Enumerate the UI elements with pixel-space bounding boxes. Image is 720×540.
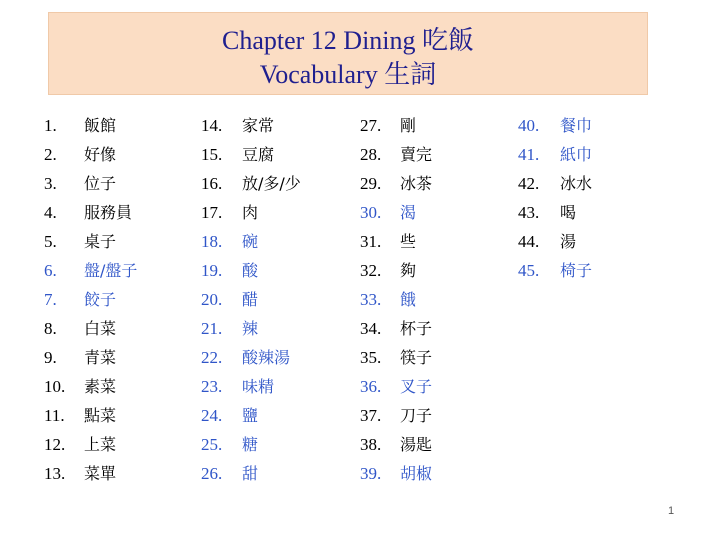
- vocab-number: 21.: [201, 319, 223, 338]
- vocab-number: 31.: [360, 232, 382, 251]
- vocab-term: 飯館: [84, 116, 117, 135]
- vocab-number: 45.: [518, 261, 540, 280]
- vocab-term: 肉: [242, 203, 259, 222]
- vocab-term: 喝: [560, 203, 577, 222]
- vocab-number: 37.: [360, 406, 382, 425]
- vocab-term: 冰水: [560, 174, 593, 193]
- vocab-term: 餐巾: [560, 116, 593, 135]
- vocab-term: 家常: [242, 116, 275, 135]
- vocab-number: 18.: [201, 232, 223, 251]
- vocab-term: 冰茶: [400, 174, 433, 193]
- vocab-number: 41.: [518, 145, 540, 164]
- vocab-number: 20.: [201, 290, 223, 309]
- vocab-number: 6.: [44, 261, 57, 280]
- vocab-term: 些: [400, 232, 417, 251]
- vocab-number: 10.: [44, 377, 66, 396]
- vocab-number: 13.: [44, 464, 66, 483]
- vocab-number: 1.: [44, 116, 57, 135]
- vocab-term: 醋: [242, 290, 259, 309]
- vocab-term: 剛: [400, 116, 417, 135]
- vocab-term: 盤/盤子: [84, 261, 138, 280]
- vocab-term: 上菜: [84, 435, 117, 454]
- vocab-term: 湯: [560, 232, 577, 251]
- vocab-number: 28.: [360, 145, 382, 164]
- vocab-term: 刀子: [400, 406, 433, 425]
- vocab-term: 酸: [242, 261, 259, 280]
- vocab-number: 7.: [44, 290, 57, 309]
- vocab-number: 15.: [201, 145, 223, 164]
- slide-title-box: [48, 12, 648, 95]
- vocab-number: 39.: [360, 464, 382, 483]
- vocab-term: 椅子: [560, 261, 593, 280]
- vocab-term: 賣完: [400, 145, 433, 164]
- vocab-term: 筷子: [400, 348, 433, 367]
- vocab-term: 桌子: [84, 232, 117, 251]
- vocab-term: 菜單: [84, 464, 117, 483]
- vocab-number: 32.: [360, 261, 382, 280]
- vocab-number: 3.: [44, 174, 57, 193]
- vocab-number: 17.: [201, 203, 223, 222]
- vocab-number: 12.: [44, 435, 66, 454]
- vocab-term: 味精: [242, 377, 275, 396]
- vocab-number: 9.: [44, 348, 57, 367]
- vocab-term: 豆腐: [242, 145, 275, 164]
- vocab-term: 點菜: [84, 406, 117, 425]
- vocab-term: 青菜: [84, 348, 117, 367]
- vocab-term: 酸辣湯: [242, 348, 291, 367]
- vocab-number: 16.: [201, 174, 223, 193]
- vocab-number: 35.: [360, 348, 382, 367]
- vocab-number: 23.: [201, 377, 223, 396]
- slide-subtitle: Vocabulary 生詞: [259, 60, 437, 89]
- vocab-term: 湯匙: [400, 435, 433, 454]
- vocab-number: 24.: [201, 406, 223, 425]
- vocab-number: 34.: [360, 319, 382, 338]
- vocab-term: 放/多/少: [242, 174, 301, 193]
- vocab-term: 夠: [400, 261, 417, 280]
- vocab-term: 杯子: [400, 319, 433, 338]
- vocab-number: 42.: [518, 174, 540, 193]
- vocab-term: 碗: [242, 232, 259, 251]
- vocab-number: 4.: [44, 203, 57, 222]
- vocab-term: 餃子: [84, 290, 117, 309]
- vocab-number: 27.: [360, 116, 382, 135]
- vocab-term: 叉子: [400, 377, 433, 396]
- vocab-number: 33.: [360, 290, 382, 309]
- vocab-number: 2.: [44, 145, 57, 164]
- vocab-number: 25.: [201, 435, 223, 454]
- vocab-number: 29.: [360, 174, 382, 193]
- vocab-number: 22.: [201, 348, 223, 367]
- vocab-term: 甜: [242, 464, 259, 483]
- vocab-number: 14.: [201, 116, 223, 135]
- vocab-number: 5.: [44, 232, 57, 251]
- vocab-number: 8.: [44, 319, 57, 338]
- vocab-term: 好像: [84, 145, 117, 164]
- vocab-number: 26.: [201, 464, 223, 483]
- vocab-number: 38.: [360, 435, 382, 454]
- vocab-term: 渴: [400, 203, 417, 222]
- vocab-number: 40.: [518, 116, 540, 135]
- vocab-number: 44.: [518, 232, 540, 251]
- slide-title: Chapter 12 Dining 吃飯: [221, 26, 475, 55]
- vocab-number: 30.: [360, 203, 382, 222]
- vocab-term: 餓: [400, 290, 417, 309]
- vocab-number: 19.: [201, 261, 223, 280]
- vocab-number: 36.: [360, 377, 382, 396]
- vocab-term: 白菜: [84, 319, 117, 338]
- vocab-number: 43.: [518, 203, 540, 222]
- vocab-number: 11.: [44, 406, 65, 425]
- vocab-term: 胡椒: [400, 464, 433, 483]
- vocab-term: 位子: [84, 174, 117, 193]
- vocab-term: 糖: [242, 435, 259, 454]
- page-number: 1: [668, 505, 675, 517]
- vocab-term: 素菜: [84, 377, 117, 396]
- vocab-term: 紙巾: [560, 145, 593, 164]
- vocab-term: 辣: [242, 319, 259, 338]
- vocab-term: 鹽: [242, 406, 259, 425]
- vocab-term: 服務員: [84, 203, 133, 222]
